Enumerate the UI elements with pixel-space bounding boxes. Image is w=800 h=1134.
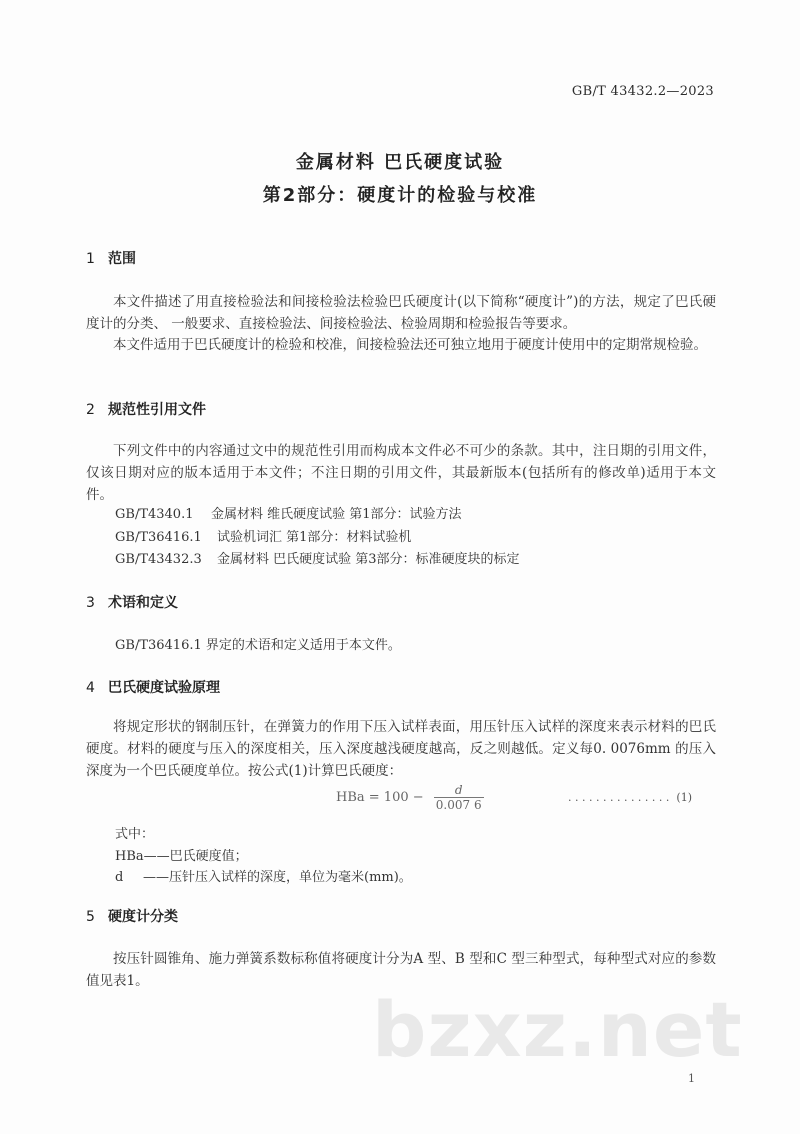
formula-fraction [434, 783, 484, 812]
formula-number-label: (1) [676, 791, 692, 804]
document-subtitle: 第2部分：硬度计的检验与校准 [262, 185, 538, 206]
section-title: 范围 [108, 251, 136, 267]
formula-leader: . . . . . . . . . . . . . . . [568, 791, 677, 804]
document-title: 金属材料 巴氏硬度试验 [295, 152, 505, 173]
where-dash: —— [143, 870, 169, 885]
formula-numerator: d [434, 783, 484, 798]
section-heading-normative-references [86, 399, 206, 419]
section-title: 术语和定义 [108, 595, 178, 611]
reference-item [115, 503, 462, 522]
where-item [115, 845, 248, 864]
paragraph: 按压针圆锥角、施力弹簧系数标称值将硬度计分为A 型、B 型和C 型三种型式，每种型式对应的参数值见表1。 [86, 951, 716, 989]
page-number: 1 [688, 1072, 695, 1085]
section-heading-principle [86, 677, 220, 697]
paragraph: 下列文件中的内容通过文中的规范性引用而构成本文件必不可少的条款。其中，注日期的引用文件，仅该日期对应的版本适用于本文件；不注日期的引用文件，其最新版本(包括所有的修改单)适用于本文件。 [86, 443, 716, 503]
section-number: 5 [86, 909, 95, 925]
section-title: 规范性引用文件 [108, 402, 206, 418]
section-number: 2 [86, 402, 95, 418]
section-number: 3 [86, 595, 95, 611]
section-title: 巴氏硬度试验原理 [108, 680, 220, 696]
reference-code: GB/T36416.1 [115, 530, 202, 545]
paragraph: 本文件适用于巴氏硬度计的检验和校准，间接检验法还可独立地用于硬度计使用中的定期常规检验。 [113, 337, 707, 353]
section-heading-terms [86, 592, 178, 612]
standard-code: GB/T 43432.2—2023 [571, 84, 714, 99]
where-symbol: HBa [115, 849, 144, 864]
reference-code: GB/T43432.3 [115, 552, 202, 567]
where-symbol: d [115, 870, 124, 885]
where-dash: —— [143, 849, 170, 864]
where-desc: 压针压入试样的深度，单位为毫米(mm)。 [169, 870, 412, 885]
reference-title: 金属材料 巴氏硬度试验 第3部分：标准硬度块的标定 [217, 552, 520, 567]
formula [336, 783, 484, 812]
section-number: 4 [86, 680, 95, 696]
formula-denominator: 0.007 6 [435, 798, 482, 812]
formula-lhs: HBa = 100 − [336, 790, 424, 805]
reference-item [115, 548, 520, 567]
where-item [115, 866, 412, 885]
where-desc: 巴氏硬度值； [169, 849, 248, 864]
paragraph: 将规定形状的钢制压针，在弹簧力的作用下压入试样表面，用压针压入试样的深度来表示材料的巴氏硬度。材料的硬度与压入的深度相关，压入深度越浅硬度越高，反之则越低。定义每0. 0076mm 的压入深度为一个巴氏硬度单位。按公式(1)计算巴氏硬度： [86, 719, 716, 779]
formula-number [568, 791, 692, 804]
reference-title: 金属材料 维氏硬度试验 第1部分：试验方法 [211, 507, 462, 522]
reference-code: GB/T4340.1 [115, 507, 194, 522]
reference-title: 试验机词汇 第1部分：材料试验机 [217, 530, 412, 545]
paragraph: GB/T36416.1 界定的术语和定义适用于本文件。 [115, 638, 401, 653]
paragraph: 本文件描述了用直接检验法和间接检验法检验巴氏硬度计(以下简称“硬度计”)的方法，规定了巴氏硬度计的分类、 一般要求、直接检验法、间接检验法、检验周期和检验报告等要求。 [86, 294, 716, 332]
section-heading-scope [86, 248, 136, 268]
section-heading-classification [86, 906, 178, 926]
reference-item [115, 526, 411, 545]
watermark: bzxz.net [372, 985, 743, 1074]
where-label: 式中： [115, 827, 155, 842]
section-title: 硬度计分类 [108, 909, 178, 925]
section-number: 1 [86, 251, 95, 267]
